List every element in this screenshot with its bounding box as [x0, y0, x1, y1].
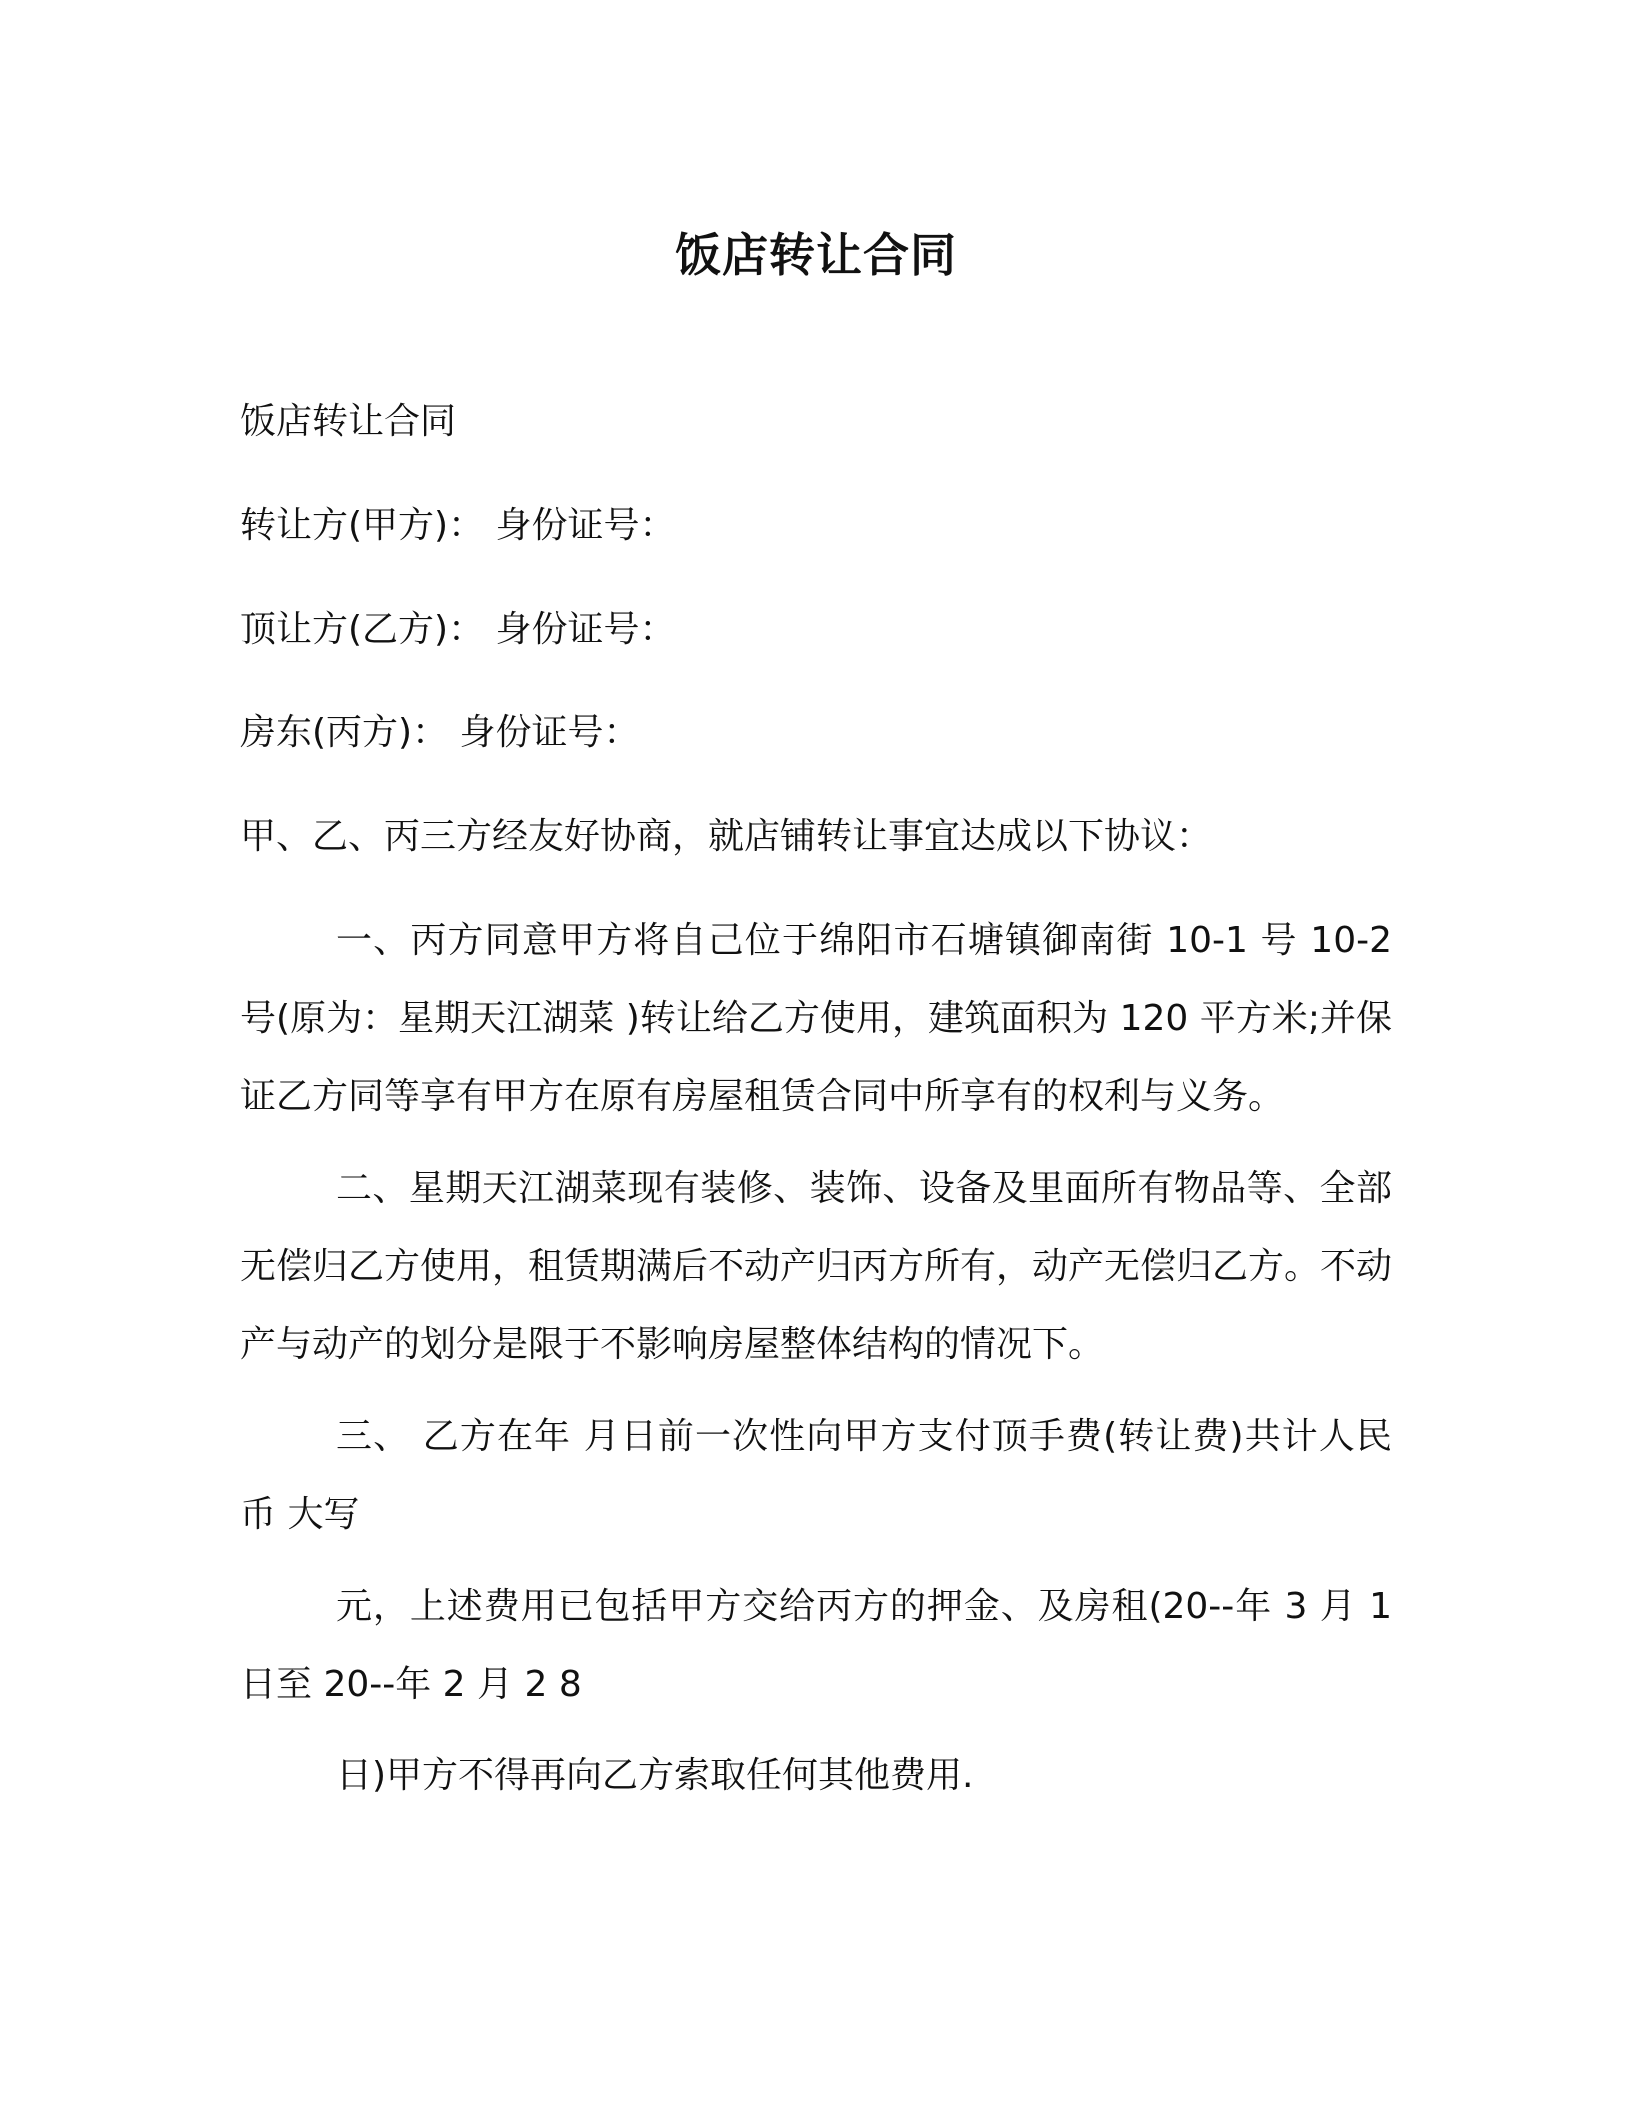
clause-2-paragraph: 二、星期天江湖菜现有装修、装饰、设备及里面所有物品等、全部无偿归乙方使用，租赁期满后不动产归丙方所有，动产无偿归乙方。不动产与动产的划分是限于不影响房屋整体结构的情况下。: [240, 1168, 1393, 1365]
clause-1-paragraph: 一、丙方同意甲方将自己位于绵阳市石塘镇御南街 10-1 号 10-2 号(原为：星期天江湖菜 )转让给乙方使用，建筑面积为 120 平方米;并保证乙方同等享有甲方在原有房屋租赁合同中所享有的权利与义务。: [240, 920, 1392, 1117]
clause-3-paragraph: 三、 乙方在年 月日前一次性向甲方支付顶手费(转让费)共计人民币 大写: [240, 1416, 1392, 1535]
party-c-line: 房东(丙方)： 身份证号：: [240, 712, 640, 753]
clause-3-ending: 日)甲方不得再向乙方索取任何其他费用.: [336, 1755, 974, 1796]
preamble-paragraph: 甲、乙、丙三方经友好协商，就店铺转让事宜达成以下协议：: [240, 816, 1213, 857]
document-subtitle: 饭店转让合同: [240, 401, 457, 442]
clause-3-continuation: 元，上述费用已包括甲方交给丙方的押金、及房租(20--年 3 月 1 日至 20--年 2 月 2 8: [240, 1586, 1392, 1705]
party-a-line: 转让方(甲方)： 身份证号：: [240, 505, 676, 546]
document-title: 饭店转让合同: [675, 228, 957, 282]
party-b-line: 顶让方(乙方)： 身份证号：: [240, 609, 676, 650]
